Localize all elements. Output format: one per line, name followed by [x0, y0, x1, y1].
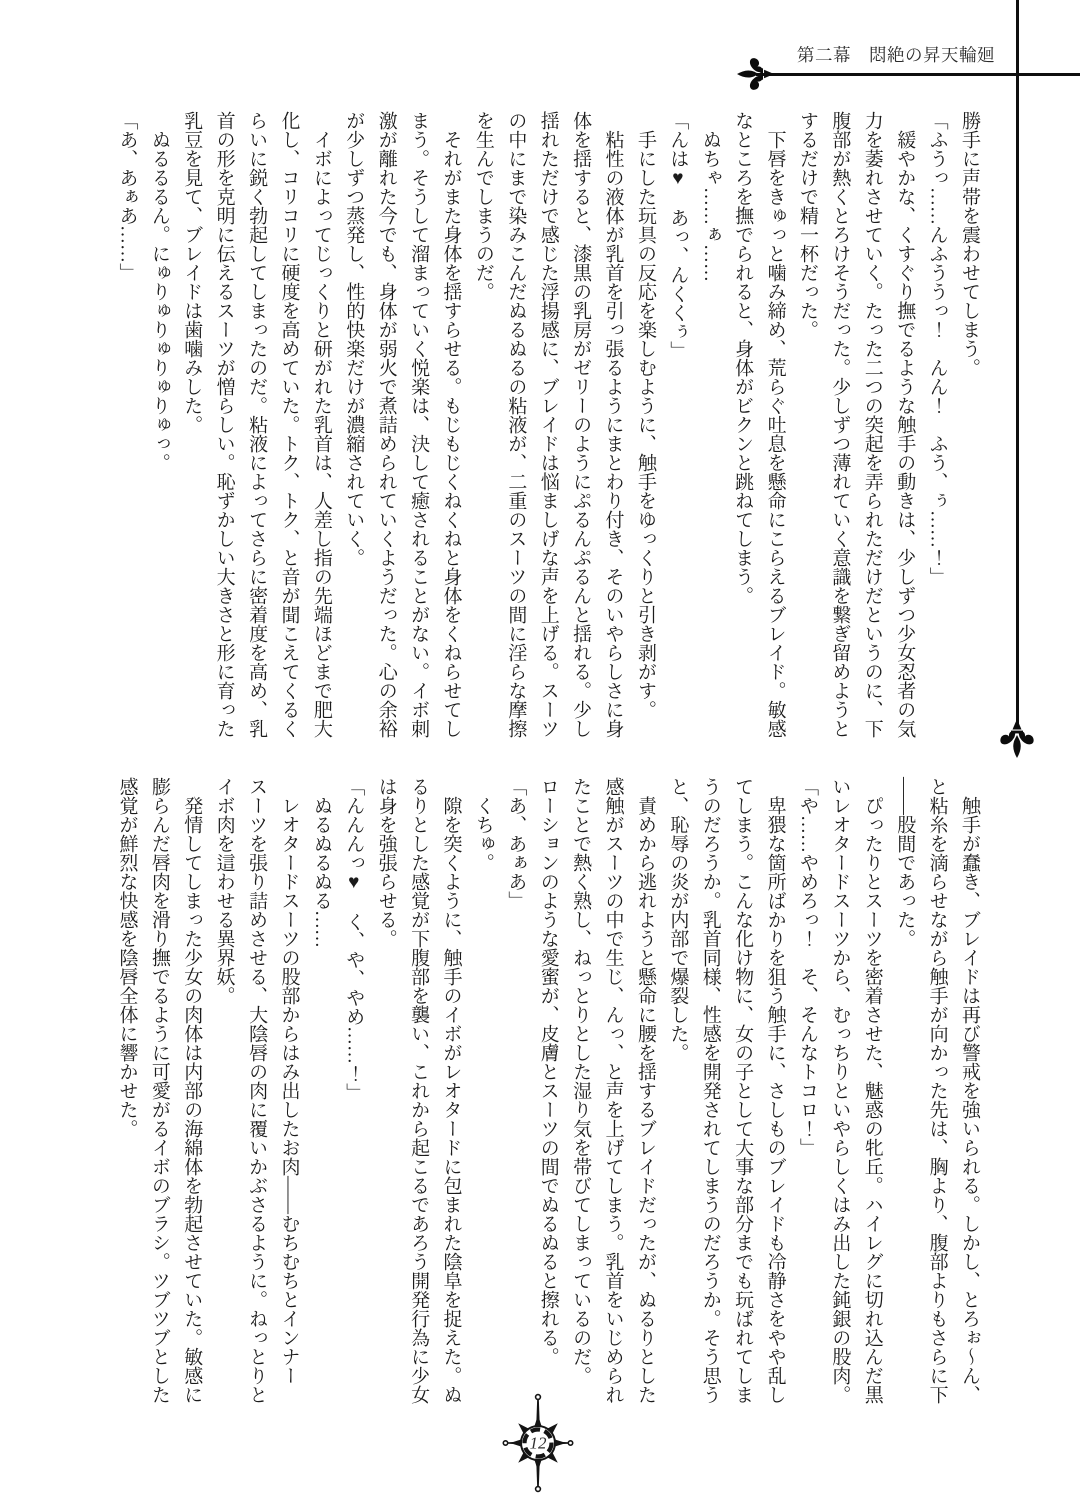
paragraph: 下唇をきゅっと噛み締め、荒らぐ吐息を懸命にこらえるブレイド。敏感なところを撫でられると、身体がビクンと跳ねてしまう。: [732, 111, 786, 738]
upper-text-block: [85, 111, 985, 743]
paragraph: 緩やかな、くすぐり撫でるような触手の動きは、少しずつ少女忍者の気力を萎れさせていく。たった二つの突起を弄られただけだというのに、下腹部が熱くとろけそうだった。少しずつ薄れていく意識を繋ぎ留めようとするだけで精一杯だった。: [796, 111, 916, 738]
paragraph: イボによってじっくりと研がれた乳首は、人差し指の先端ほどまで肥大化し、コリコリに硬度を高めていた。トク、トク、と音が聞こえてくるくらいに鋭く勃起してしまったのだ。粘液によってさらに密着度を高め、乳首の形を克明に伝えるスーツが憎らしい。恥ずかしい大きさと形に育った乳豆を見て、ブレイドは歯噛みした。: [181, 111, 332, 738]
header-rule: [756, 73, 1080, 76]
paragraph: 「んんんっ♥ く、や、やめ……！」: [343, 777, 365, 1102]
paragraph: 「あ、あぁあ」: [505, 777, 527, 910]
paragraph: 「あ、あぁあ……」: [116, 111, 138, 282]
paragraph: 卑猥な箇所ばかりを狙う触手に、さしものブレイドも冷静さをやや乱してしまう。こんな化け物に、女の子として大事な部分までも玩ばれてしまうのだろうか。乳首同様、性感を開発されてしまうのだろうか。そう思うと、恥辱の炎が内部で爆裂した。: [667, 777, 786, 1404]
paragraph: 手にした玩具の反応を楽しむように、触手をゆっくりと引き剥がす。: [634, 130, 656, 719]
paragraph: 「や……やめろっ！ そ、そんなトコロ！」: [796, 777, 818, 1157]
paragraph: 勝手に声帯を震わせてしまう。: [959, 111, 980, 377]
paragraph: 責めから逃れようと懸命に腰を揺するブレイドだったが、ぬるりとした感触がスーツの中で生じ、んっ、と声を上げてしまう。乳首をいじめられたことで熱く熟し、ねっとりとした湿り気を帯びてしまっているのだ。ローションのような愛蜜が、皮膚とスーツの間でぬるぬると擦れる。: [537, 777, 656, 1404]
paragraph: 「んは♥ あっ、んくくぅ」: [667, 111, 689, 360]
paragraph: 触手が蠢き、ブレイドは再び警戒を強いられる。しかし、とろぉ〜ん、と粘糸を滴らせながら触手が向かった先は、胸より、腹部よりもさらに下――股間であった。: [894, 777, 980, 1404]
paragraph: ぴったりとスーツを密着させた、魅惑の牝丘。ハイレグに切れ込んだ黒いレオタードスーツから、むっちりといやらしくはみ出した鈍銀の股肉。: [829, 777, 883, 1404]
fleur-de-lis-icon: [997, 718, 1037, 758]
side-rule: [1016, 0, 1019, 728]
paragraph: 隙を突くように、触手のイボがレオタードに包まれた陰阜を捉えた。ぬるりとした感覚が下腹部を襲い、これから起こるであろう開発行為に少女は身を強張らせる。: [375, 777, 462, 1404]
compass-page-number-ornament: [488, 1393, 588, 1493]
chapter-title: 第二幕 悶絶の昇天輪廻: [797, 45, 995, 65]
fleur-de-lis-icon: [737, 55, 775, 93]
page-number: 12: [529, 1433, 547, 1453]
paragraph: ぬちゃ……ぁ……: [699, 130, 721, 282]
paragraph: ぬるるるん。にゅりゅりゅりゅりゅっ。: [148, 130, 170, 472]
paragraph: 「ふうっ……んふううっ！ んん！ ふう、ぅ……！」: [926, 111, 948, 586]
paragraph: レオタードスーツの股部からはみ出したお肉――むちむちとインナースーツを張り詰めさせる、大陰唇の肉に覆いかぶさるように。ねっとりとイボ肉を這わせる異界妖。: [213, 777, 300, 1404]
paragraph: 発情してしまった少女の肉体は内部の海綿体を勃起させていた。敏感に膨らんだ唇肉を滑り撫でるように可愛がるイボのブラシ。ツブツブとした感覚が鮮烈な快感を陰唇全体に響かせた。: [116, 777, 203, 1404]
paragraph: それがまた身体を揺すらせる。もじもじくねくねと身体をくねらせてしまう。そうして溜まっていく悦楽は、決して癒されることがない。イボ刺激が離れた今でも、身体が弱火で煮詰められていくようだった。心の余裕が少しずつ蒸発し、性的快楽だけが濃縮されていく。: [343, 111, 462, 738]
lower-text-block: [85, 777, 985, 1409]
paragraph: 粘性の液体が乳首を引っ張るようにまとわり付き、そのいやらしさに身体を揺すると、漆黒の乳房がゼリーのようにぷるんぷるんと揺れる。少し揺れただけで感じた浮揚感に、ブレイドは悩ましげな声を上げる。スーツの中にまで染みこんだぬるぬるの粘液が、二重のスーツの間に淫らな摩擦を生んでしまうのだ。: [472, 111, 624, 738]
paragraph: ぬるぬるぬる……: [310, 796, 332, 948]
paragraph: くちゅ。: [472, 796, 494, 872]
